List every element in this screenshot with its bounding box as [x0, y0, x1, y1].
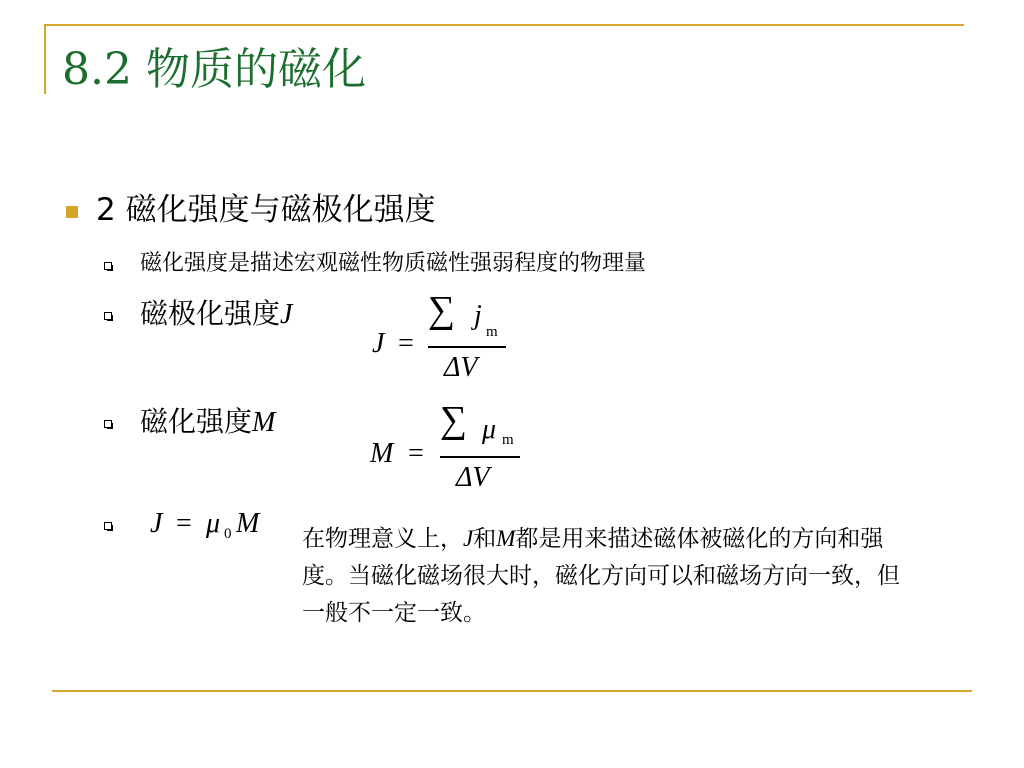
item-text: 磁化强度是描述宏观磁性物质磁性强弱程度的物理量	[140, 251, 647, 276]
note-symbol-j: J	[463, 526, 474, 551]
item-magnetization	[140, 402, 275, 443]
square-bullet-icon	[66, 206, 78, 218]
formula-numerator-sub: m	[502, 432, 514, 448]
note-text-2: 和	[473, 526, 497, 552]
relation-mu: μ	[206, 508, 221, 539]
formula-numerator-sub: m	[486, 324, 498, 340]
formula-denominator: ΔV	[456, 462, 490, 493]
item-magnetization-desc	[140, 248, 646, 280]
checkbox-bullet-icon	[104, 262, 112, 270]
formula-lhs: J	[372, 328, 385, 359]
fraction-bar	[428, 346, 506, 348]
note-text-3: 都是用来描述磁体被磁化的方向和强度。当磁化磁场很大时，磁化方向可以和磁场方向一致，但一般不一定一致。	[302, 526, 900, 626]
note-text-1: 在物理意义上，	[302, 526, 463, 552]
note-symbol-m: M	[496, 526, 516, 551]
frame-bottom-line	[52, 690, 972, 692]
sum-symbol: ∑	[440, 399, 468, 441]
fraction-bar	[440, 456, 520, 458]
item-text: 磁化强度	[140, 405, 253, 438]
slide-title: 8.2 物质的磁化	[62, 44, 366, 95]
checkbox-bullet-icon	[104, 420, 112, 428]
item-magnetic-polarization	[140, 294, 292, 335]
checkbox-bullet-icon	[104, 312, 112, 320]
section-heading: 2 磁化强度与磁极化强度	[96, 192, 436, 228]
formula-numerator: j	[474, 300, 482, 331]
relation-mu-sub: 0	[224, 526, 232, 542]
relation-rhs: M	[236, 508, 260, 539]
item-symbol: J	[280, 299, 293, 330]
formula-lhs: M	[370, 438, 394, 469]
item-text: 磁极化强度	[140, 297, 281, 330]
frame-left-line	[44, 24, 46, 94]
sum-symbol: ∑	[428, 289, 456, 331]
relation-lhs: J	[150, 508, 163, 539]
frame-top-line	[44, 24, 964, 26]
checkbox-bullet-icon	[104, 522, 112, 530]
formula-numerator: μ	[482, 414, 497, 445]
formula-denominator: ΔV	[444, 352, 478, 383]
relation-eq: =	[176, 508, 192, 539]
item-symbol: M	[252, 407, 276, 438]
formula-eq: =	[408, 438, 424, 469]
formula-eq: =	[398, 328, 414, 359]
explanation-note	[302, 520, 908, 632]
